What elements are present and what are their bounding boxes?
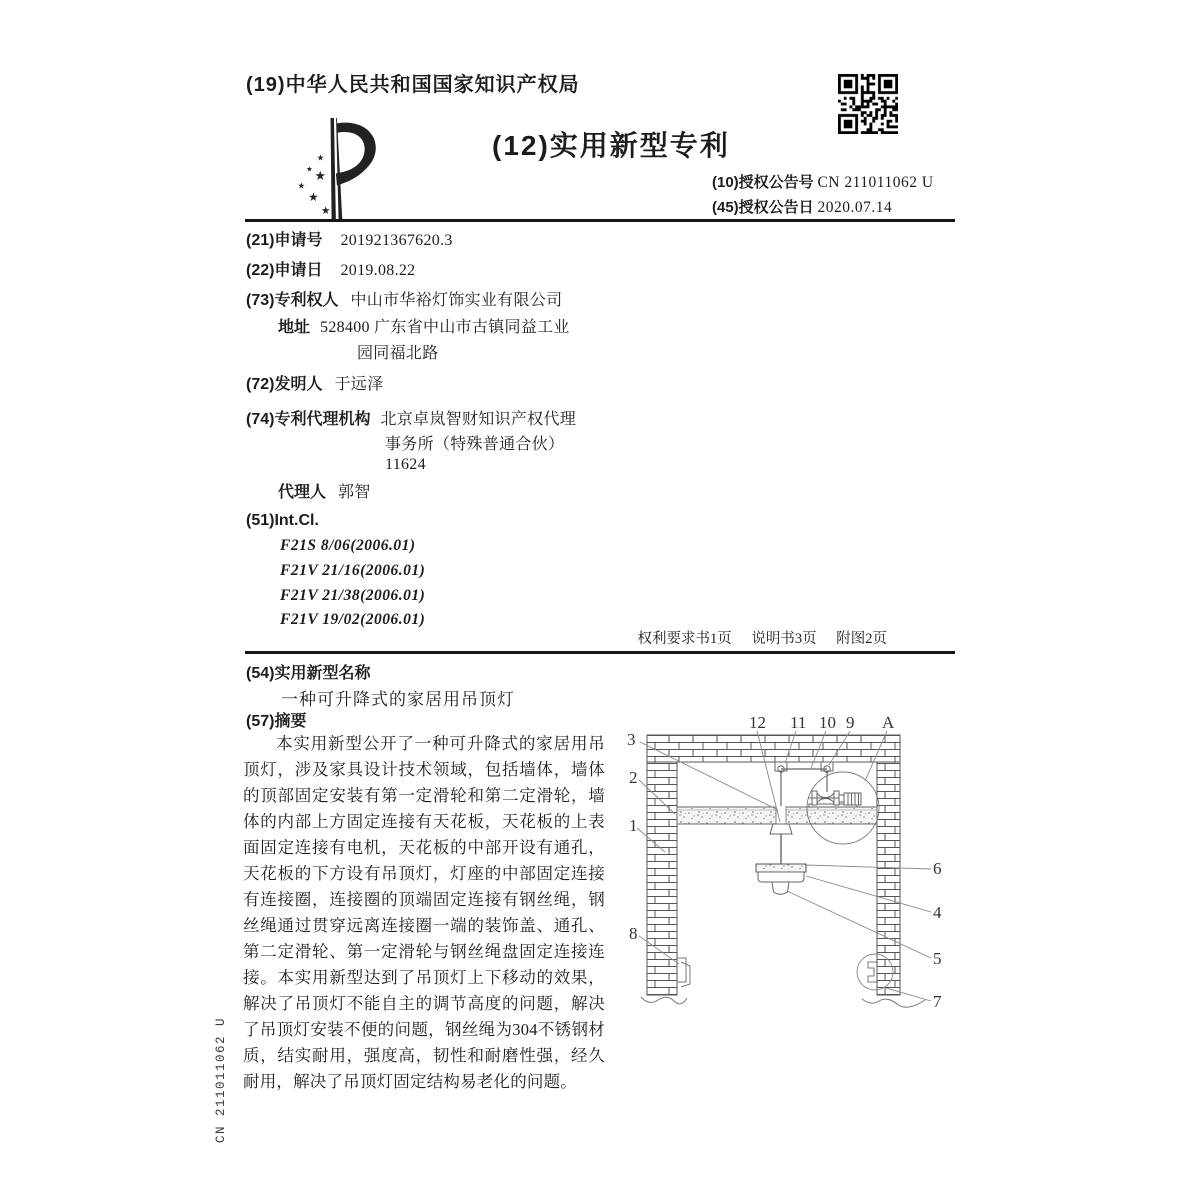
address-value-line1: 528400 广东省中山市古镇同益工业 — [320, 319, 570, 336]
figure-label-4: 4 — [933, 903, 942, 922]
claims-pages: 权利要求书1页 — [637, 631, 732, 647]
figures-pages: 附图2页 — [836, 631, 887, 647]
application-number-row — [246, 227, 453, 250]
figure-pulley-1 — [775, 762, 787, 771]
address-row-line2 — [357, 340, 439, 363]
intcl-entry: F21V 21/16(2006.01) — [280, 562, 426, 579]
pub-date-value: 2020.07.14 — [817, 199, 893, 216]
app-date-value: 2019.08.22 — [340, 262, 416, 279]
intcl-entry: F21V 21/38(2006.01) — [280, 587, 426, 604]
figure-label-A: A — [882, 713, 895, 732]
abstract-text: 本实用新型公开了一种可升降式的家居用吊顶灯，涉及家具设计技术领域，包括墙体，墙体的顶部固定安装有第一定滑轮和第二定滑轮，墙体的内部上方固定连接有天花板，天花板的上表面固定连接有电机，天花板的中部开设有通孔，天花板的下方设有吊顶灯，灯座的中部固定连接有连接圈，连接圈的顶端固定连接有钢丝绳，钢丝绳通过贯穿远离连接圈一端的装饰盖、通孔、第二定滑轮、第一定滑轮与钢丝绳盘固定连接连接。本实用新型达到了吊顶灯上下移动的效果，解决了吊顶灯不能自主的调节高度的问题，解决了吊顶灯安装不便的问题，钢丝绳为304不锈钢材质，结实耐用，强度高，韧性和耐磨性强，经久耐用，解决了吊顶灯固定结构易老化的问题。 — [243, 734, 605, 1091]
logo-star-icon: ★ — [314, 168, 327, 184]
figure-label-12: 12 — [749, 713, 766, 732]
figure-pulley-2 — [821, 762, 833, 771]
figure-left-wall — [647, 762, 677, 995]
pub-date-label: (45)授权公告日 — [712, 199, 814, 216]
office-name: (19)中华人民共和国国家知识产权局 — [246, 74, 580, 96]
figure-label-11: 11 — [790, 713, 807, 732]
patentee-label: (73)专利权人 — [246, 292, 339, 309]
patentee-value: 中山市华裕灯饰实业有限公司 — [350, 292, 563, 309]
cnipa-logo-icon — [284, 118, 392, 230]
intcl-entry: F21V 19/02(2006.01) — [280, 611, 426, 628]
figure-break-line-left — [641, 997, 687, 1004]
figure-break-line-right — [862, 999, 925, 1007]
figure-through-hole — [776, 806, 786, 825]
logo-star-icon: ★ — [308, 190, 319, 205]
section-divider — [245, 651, 955, 654]
figure-left-bracket — [677, 958, 690, 987]
invention-title: 一种可升降式的家居用吊顶灯 — [281, 690, 515, 709]
logo-star-icon: ★ — [306, 164, 313, 174]
address-row — [278, 314, 570, 337]
agency-value-line1: 北京卓岚智财知识产权代理 — [380, 411, 577, 428]
agency-label: (74)专利代理机构 — [246, 411, 371, 428]
header-divider — [245, 219, 955, 222]
agency-row — [246, 406, 576, 429]
figure-ceiling-brick-band — [647, 735, 900, 762]
application-date-row — [246, 257, 415, 280]
figure-decorative-cover — [770, 824, 792, 834]
agency-value-line3: 11624 — [385, 456, 426, 473]
intcl-entry: F21S 8/06(2006.01) — [280, 537, 416, 554]
agency-value-line2: 事务所（特殊普通合伙） — [385, 436, 565, 453]
agency-row-line2 — [385, 431, 564, 454]
logo-star-icon: ★ — [320, 204, 331, 217]
figure-connection-ring — [756, 864, 806, 872]
figure-label-7: 7 — [933, 992, 942, 1011]
figure-lamp-body — [758, 872, 804, 882]
figure-label-2: 2 — [629, 768, 638, 787]
logo-star-icon: ★ — [297, 181, 306, 192]
abstract-section-label: (57)摘要 — [246, 713, 307, 730]
agent-label: 代理人 — [278, 484, 327, 501]
publication-number-row — [712, 171, 934, 192]
inventor-row — [246, 371, 383, 394]
qr-code-canvas — [838, 74, 898, 134]
patent-figure — [615, 700, 955, 1030]
figure-label-6: 6 — [933, 859, 942, 878]
figure-label-8: 8 — [629, 924, 638, 943]
description-pages: 说明书3页 — [751, 631, 817, 647]
figure-label-10: 10 — [819, 713, 836, 732]
qr-code — [838, 74, 898, 134]
figure-label-1: 1 — [629, 816, 638, 835]
side-publication-number: CN 211011062 U — [214, 1016, 228, 1143]
app-no-label: (21)申请号 — [246, 232, 323, 249]
pages-strip — [580, 627, 887, 648]
address-label: 地址 — [278, 319, 311, 336]
inventor-value: 于远泽 — [334, 376, 384, 393]
doc-type-title: (12)实用新型专利 — [492, 130, 730, 161]
app-no-value: 201921367620.3 — [340, 232, 453, 249]
figure-label-3: 3 — [627, 730, 636, 749]
agency-row-line3 — [385, 456, 426, 474]
agent-row — [278, 479, 371, 502]
intcl-label: (51)Int.Cl. — [246, 512, 319, 529]
inventor-label: (72)发明人 — [246, 376, 323, 393]
figure-label-9: 9 — [846, 713, 855, 732]
figure-label-5: 5 — [933, 949, 942, 968]
patentee-row — [246, 287, 562, 310]
app-date-label: (22)申请日 — [246, 262, 323, 279]
agent-value: 郭智 — [338, 484, 371, 501]
pub-no-label: (10)授权公告号 — [712, 174, 814, 191]
address-value-line2: 园同福北路 — [357, 345, 439, 362]
figure-lamp-shade — [772, 882, 789, 894]
publication-date-row — [712, 196, 892, 217]
pub-no-value: CN 211011062 U — [817, 174, 934, 191]
title-section-label: (54)实用新型名称 — [246, 665, 371, 682]
logo-star-icon: ★ — [316, 153, 325, 164]
